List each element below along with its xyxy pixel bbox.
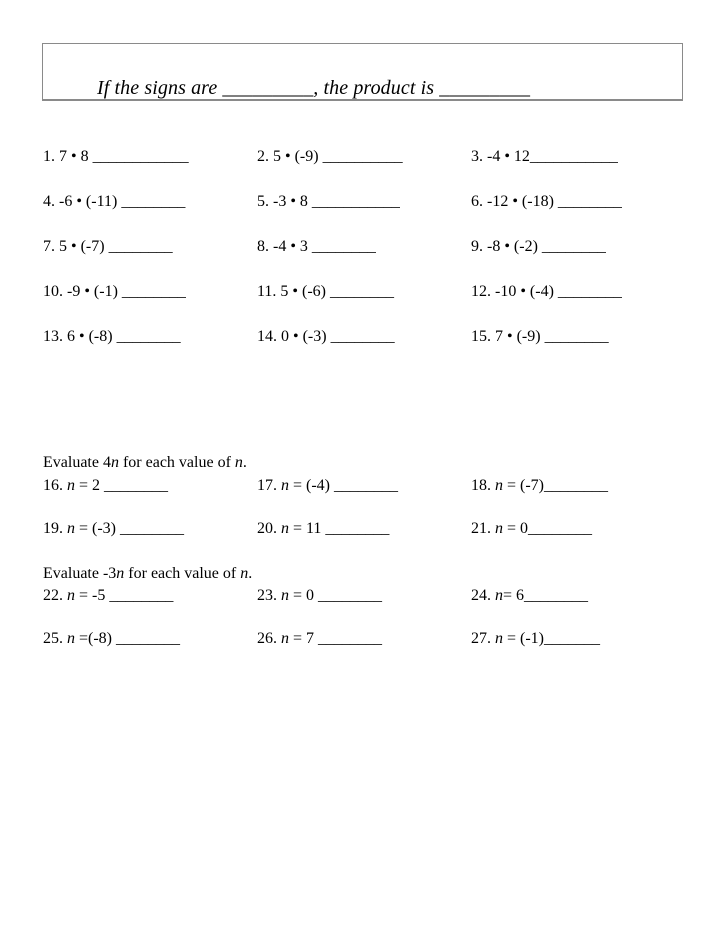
problem-19: 19. n = (-3) ________ — [43, 520, 185, 537]
problem-row — [0, 283, 728, 305]
problem-11: 11. 5 • (-6) ________ — [257, 283, 394, 300]
problem-1: 1. 7 • 8 ____________ — [43, 148, 189, 165]
problem-2: 2. 5 • (-9) __________ — [257, 148, 403, 165]
problem-15: 15. 7 • (-9) ________ — [471, 328, 609, 345]
problem-8: 8. -4 • 3 ________ — [257, 238, 376, 255]
problem-18: 18. n = (-7)________ — [471, 477, 609, 494]
problem-6: 6. -12 • (-18) ________ — [471, 193, 622, 210]
problem-row — [0, 148, 728, 170]
problem-25: 25. n =(-8) ________ — [43, 630, 181, 647]
problem-row — [0, 587, 728, 609]
problem-3: 3. -4 • 12___________ — [471, 148, 618, 165]
problem-20: 20. n = 11 ________ — [257, 520, 390, 537]
problem-row — [0, 193, 728, 215]
rule-box — [42, 43, 683, 101]
problem-17: 17. n = (-4) ________ — [257, 477, 399, 494]
problem-row — [0, 520, 728, 542]
problem-14: 14. 0 • (-3) ________ — [257, 328, 395, 345]
problem-5: 5. -3 • 8 ___________ — [257, 193, 400, 210]
section-heading: Evaluate -3n for each value of n. — [43, 565, 253, 582]
problem-24: 24. n= 6________ — [471, 587, 589, 604]
problem-row — [0, 477, 728, 499]
problem-22: 22. n = -5 ________ — [43, 587, 174, 604]
problem-row — [0, 238, 728, 260]
problem-4: 4. -6 • (-11) ________ — [43, 193, 186, 210]
problem-26: 26. n = 7 ________ — [257, 630, 383, 647]
problem-9: 9. -8 • (-2) ________ — [471, 238, 606, 255]
problem-27: 27. n = (-1)_______ — [471, 630, 601, 647]
problem-row — [0, 328, 728, 350]
problem-12: 12. -10 • (-4) ________ — [471, 283, 622, 300]
box-divider — [43, 99, 682, 100]
sign-rule-prompt: If the signs are _________, the product is _________ — [97, 77, 531, 99]
problem-21: 21. n = 0________ — [471, 520, 593, 537]
problem-row — [0, 630, 728, 652]
problem-10: 10. -9 • (-1) ________ — [43, 283, 186, 300]
problem-16: 16. n = 2 ________ — [43, 477, 169, 494]
problem-23: 23. n = 0 ________ — [257, 587, 383, 604]
problem-7: 7. 5 • (-7) ________ — [43, 238, 173, 255]
problem-13: 13. 6 • (-8) ________ — [43, 328, 181, 345]
section-heading: Evaluate 4n for each value of n. — [43, 454, 247, 471]
